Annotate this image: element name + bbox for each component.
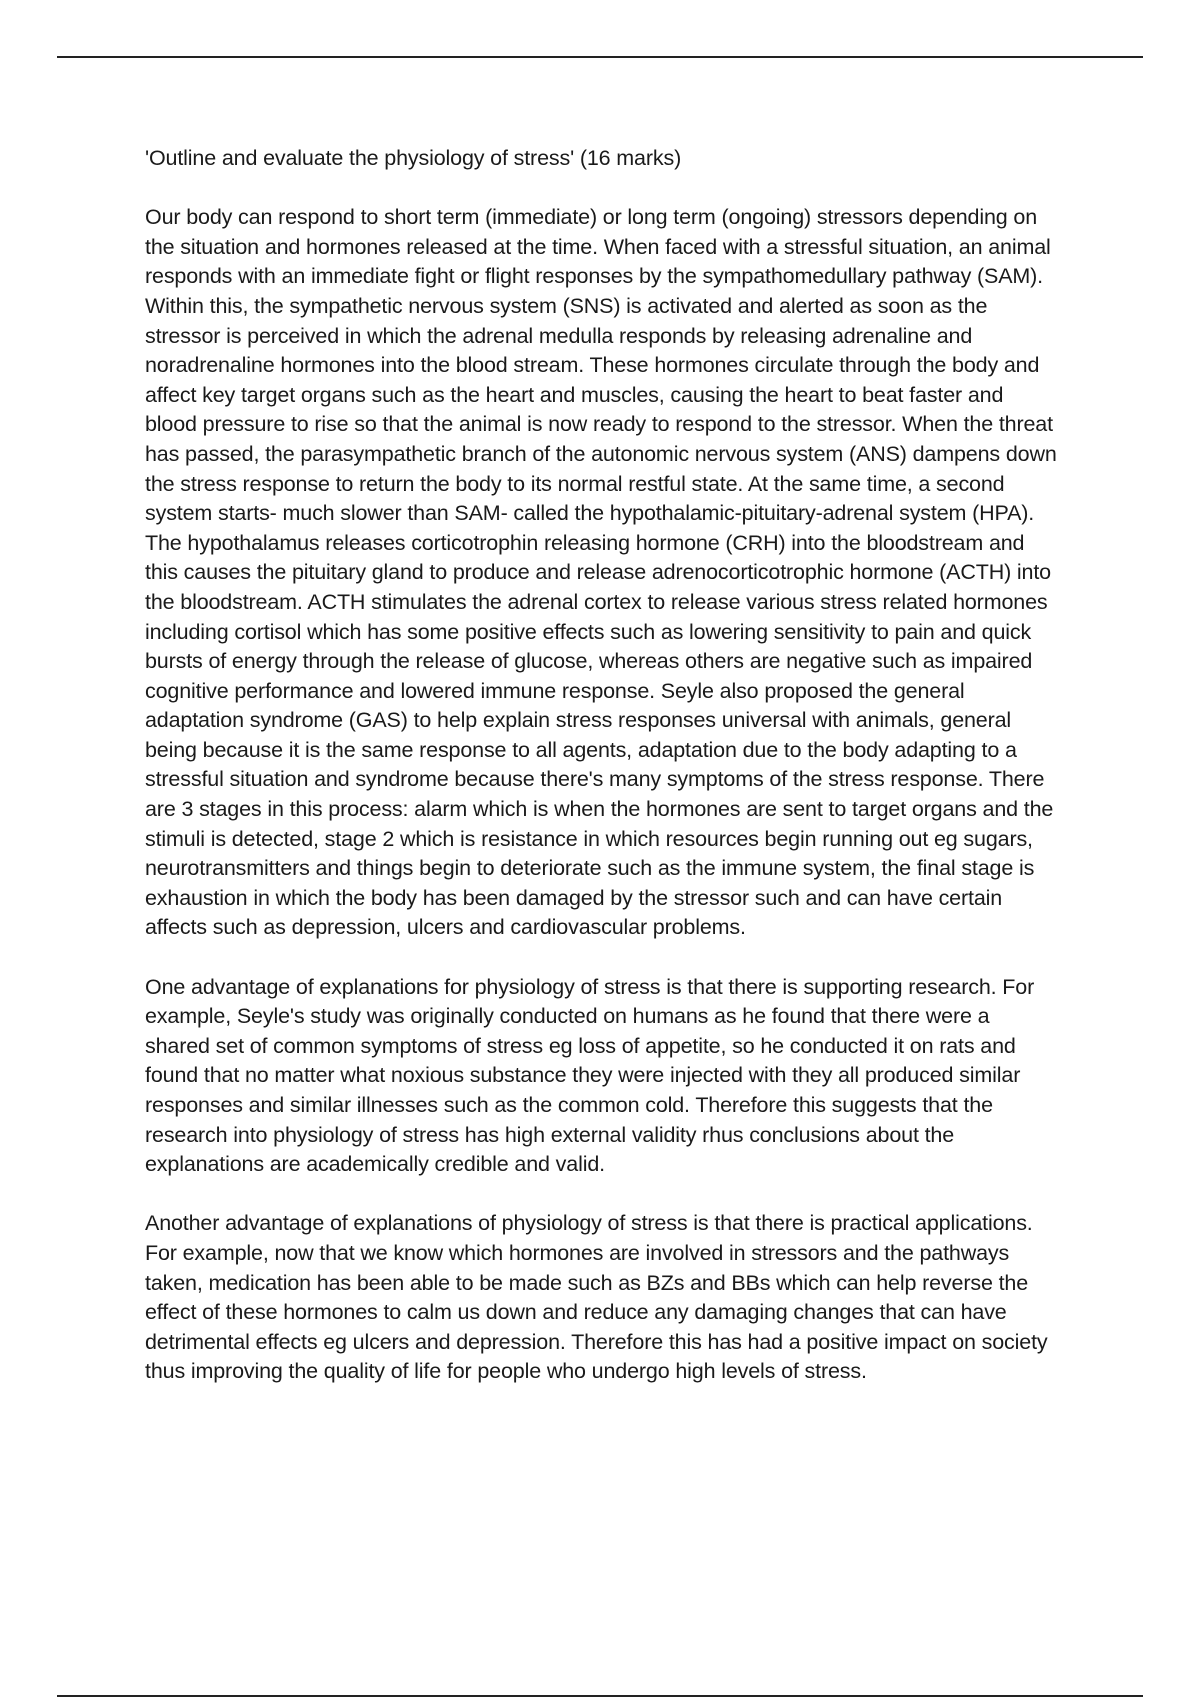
- paragraph-physiology-overview: Our body can respond to short term (immediate) or long term (ongoing) stressors depending on the situation and hormones released at the time. When faced with a stressful situation, an animal responds with an immediate fight or flight responses by the sympathomedullary pathway (SAM). Within this, the sympathetic nervous system (SNS) is activated and alerted as soon as the stressor is perceived in which the adrenal medulla responds by releasing adrenaline and noradrenaline hormones into the blood stream. These hormones circulate through the body and affect key target organs such as the heart and muscles, causing the heart to beat faster and blood pressure to rise so that the animal is now ready to respond to the stressor. When the threat has passed, the parasympathetic branch of the autonomic nervous system (ANS) dampens down the stress response to return the body to its normal restful state. At the same time, a second system starts- much slower than SAM- called the hypothalamic-pituitary-adrenal system (HPA). The hypothalamus releases corticotrophin releasing hormone (CRH) into the bloodstream and this causes the pituitary gland to produce and release adrenocorticotrophic hormone (ACTH) into the bloodstream. ACTH stimulates the adrenal cortex to release various stress related hormones including cortisol which has some positive effects such as lowering sensitivity to pain and quick bursts of energy through the release of glucose, whereas others are negative such as impaired cognitive performance and lowered immune response. Seyle also proposed the general adaptation syndrome (GAS) to help explain stress responses universal with animals, general being because it is the same response to all agents, adaptation due to the body adapting to a stressful situation and syndrome because there's many symptoms of the stress response. There are 3 stages in this process: alarm which is when the hormones are sent to target organs and the stimuli is detected, stage 2 which is resistance in which resources begin running out eg sugars, neurotransmitters and things begin to deteriorate such as the immune system, the final stage is exhaustion in which the body has been damaged by the stressor such and can have certain affects such as depression, ulcers and cardiovascular problems.: [145, 205, 1057, 940]
- footer-divider: [57, 1695, 1143, 1697]
- header-divider: [57, 56, 1143, 58]
- document-body: [145, 144, 1060, 1417]
- paragraph-practical-applications: Another advantage of explanations of physiology of stress is that there is practical applications. For example, now that we know which hormones are involved in stressors and the pathways taken, medication has been able to be made such as BZs and BBs which can help reverse the effect of these hormones to calm us down and reduce any damaging changes that can have detrimental effects eg ulcers and depression. Therefore this has had a positive impact on society thus improving the quality of life for people who undergo high levels of stress.: [145, 1211, 1048, 1384]
- essay-title: 'Outline and evaluate the physiology of stress' (16 marks): [145, 146, 682, 170]
- paragraph-supporting-research: One advantage of explanations for physiology of stress is that there is supporting research. For example, Seyle's study was originally conducted on humans as he found that there were a shared set of common symptoms of stress eg loss of appetite, so he conducted it on rats and found that no matter what noxious substance they were injected with they all produced similar responses and similar illnesses such as the common cold. Therefore this suggests that the research into physiology of stress has high external validity rhus conclusions about the explanations are academically credible and valid.: [145, 974, 1035, 1177]
